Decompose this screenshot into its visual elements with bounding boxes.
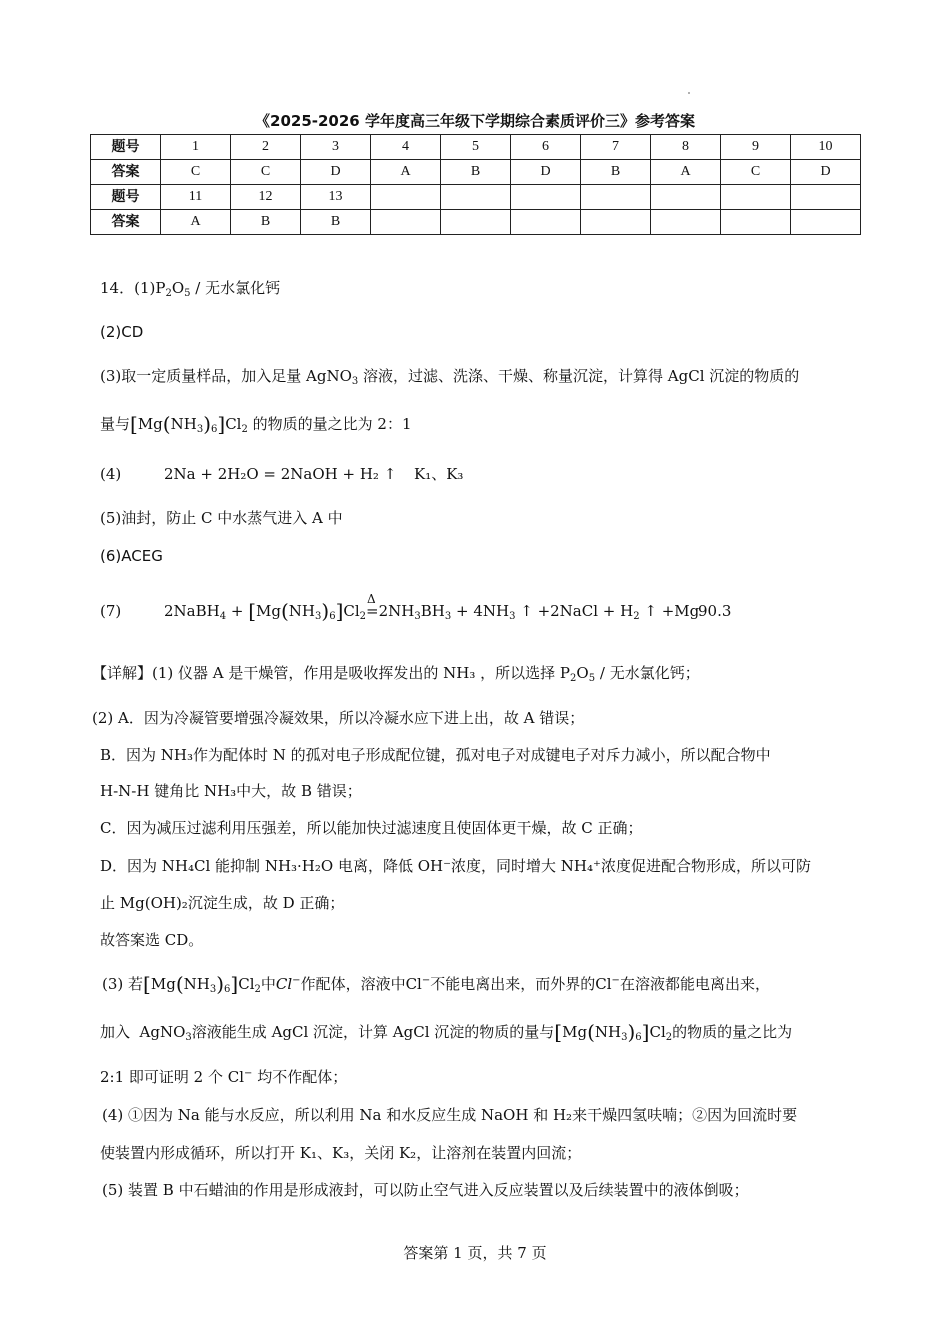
detail-5: C．因为减压过滤利用压强差，所以能加快过滤速度且使固体更干燥，故 C 正确； [100, 819, 643, 837]
detail-9: (3) 若$[Mg(NH_3)_6]Cl_2$中Cl−作配体，溶液中Cl−不能电离出来，而外界的Cl−在溶液都能电离出来， [102, 972, 770, 996]
detail-8: 故答案选 CD。 [100, 931, 204, 949]
table-cell: D [791, 160, 861, 185]
table-cell [651, 185, 721, 210]
table-row-header: 答案 [91, 210, 161, 235]
table-cell: B [441, 160, 511, 185]
detail-14: (5) 装置 B 中石蜡油的作用是形成液封，可以防止空气进入反应装置以及后续装置中的液体倒吸； [102, 1181, 749, 1199]
table-cell [791, 210, 861, 235]
table-row-numbers-1 [91, 135, 861, 160]
q14-part3-line2: 量与$[Mg(NH_3)_6]Cl_2$ 的物质的量之比为 2：1 [100, 412, 412, 436]
q14-label: 14．(1) [100, 279, 156, 297]
q14-part7-value: 90.3 [698, 602, 732, 620]
table-cell: 5 [441, 135, 511, 160]
table-cell: D [301, 160, 371, 185]
table-cell [371, 210, 441, 235]
table-cell [441, 210, 511, 235]
table-cell [511, 210, 581, 235]
table-cell: 8 [651, 135, 721, 160]
table-row-answers-2 [91, 210, 861, 235]
q14-part1: 14．$(1)P_2O_5$ / 无水氯化钙 [100, 279, 281, 299]
page-title: 《2025-2026 学年度高三年级下学期综合素质评价三》参考答案 [255, 112, 695, 130]
scan-dot [688, 92, 690, 94]
table-cell: C [161, 160, 231, 185]
detail-11: 2:1 即可证明 2 个 Cl− 均不作配体； [100, 1068, 348, 1086]
q14-part7-equation: 2NaBH$_4$ + $[Mg(NH_3)_6]Cl_2$ Δ $=2NH_3BH_3 + 4NH_3$ ↑ +2NaCl + $H_2$ ↑ +Mg [164, 600, 699, 622]
table-row-header: 题号 [91, 185, 161, 210]
table-cell: 9 [721, 135, 791, 160]
table-cell: 6 [511, 135, 581, 160]
table-row-answers-1 [91, 160, 861, 185]
table-cell [721, 185, 791, 210]
q14-part4-valves: K₁、K₃ [414, 465, 464, 483]
q14-part4-equation: 2Na + 2H₂O = 2NaOH + H₂ ↑ [164, 465, 397, 483]
page-footer: 答案第 1 页，共 7 页 [403, 1244, 547, 1262]
table-cell [511, 185, 581, 210]
q14-part7-label: (7) [100, 602, 122, 620]
table-cell: A [651, 160, 721, 185]
table-cell: 12 [231, 185, 301, 210]
table-cell: C [721, 160, 791, 185]
detail-3: B．因为 NH₃作为配体时 N 的孤对电子形成配位键，孤对电子对成键电子对斥力减小，所以配合物中 [100, 746, 771, 764]
table-cell [371, 185, 441, 210]
detail-2: (2) A．因为冷凝管要增强冷凝效果，所以冷凝水应下进上出，故 A 错误； [92, 709, 585, 727]
q14-part6: (6)ACEG [100, 547, 163, 565]
detail-7: 止 Mg(OH)₂沉淀生成，故 D 正确； [100, 894, 345, 912]
table-row-numbers-2 [91, 185, 861, 210]
table-cell: A [371, 160, 441, 185]
table-cell: 4 [371, 135, 441, 160]
table-cell: 10 [791, 135, 861, 160]
detail-1: 【详解】(1) 仪器 A 是干燥管，作用是吸收挥发出的 NH₃ ，所以选择 $P_2O_5$ / 无水氯化钙； [92, 664, 700, 684]
table-cell: 2 [231, 135, 301, 160]
table-cell: 1 [161, 135, 231, 160]
table-cell: 7 [581, 135, 651, 160]
detail-12: (4) ①因为 Na 能与水反应，所以利用 Na 和水反应生成 NaOH 和 H₂来干燥四氢呋喃；②因为回流时要 [102, 1106, 798, 1124]
table-cell: B [581, 160, 651, 185]
table-cell: A [161, 210, 231, 235]
table-cell [581, 185, 651, 210]
q14-part3-line1: (3)取一定质量样品，加入足量 AgNO$_3$ 溶液，过滤、洗涤、干燥、称量沉淀，计算得 AgCl 沉淀的物质的 [100, 367, 800, 387]
table-cell [581, 210, 651, 235]
detail-6: D．因为 NH₄Cl 能抑制 NH₃·H₂O 电离，降低 OH⁻浓度，同时增大 NH₄⁺浓度促进配合物形成，所以可防 [100, 857, 811, 875]
table-row-header: 答案 [91, 160, 161, 185]
heat-symbol: Δ [367, 592, 376, 606]
table-cell: B [301, 210, 371, 235]
table-row-header: 题号 [91, 135, 161, 160]
table-cell [791, 185, 861, 210]
table-cell: C [231, 160, 301, 185]
table-cell [441, 185, 511, 210]
table-cell: 13 [301, 185, 371, 210]
detail-4: H-N-H 键角比 NH₃中大，故 B 错误； [100, 782, 362, 800]
table-cell: 3 [301, 135, 371, 160]
detail-13: 使装置内形成循环，所以打开 K₁、K₃，关闭 K₂，让溶剂在装置内回流； [100, 1144, 582, 1162]
q14-part5: (5)油封，防止 C 中水蒸气进入 A 中 [100, 509, 343, 527]
table-cell: B [231, 210, 301, 235]
table-cell [721, 210, 791, 235]
table-cell: D [511, 160, 581, 185]
answer-table [90, 134, 861, 235]
q14-part4-label: (4) [100, 465, 122, 483]
table-cell [651, 210, 721, 235]
q14-part2: (2)CD [100, 323, 144, 341]
table-cell: 11 [161, 185, 231, 210]
detail-10: 加入 AgNO$_3$溶液能生成 AgCl 沉淀，计算 AgCl 沉淀的物质的量与$[Mg(NH_3)_6]Cl_2$的物质的量之比为 [100, 1020, 793, 1044]
